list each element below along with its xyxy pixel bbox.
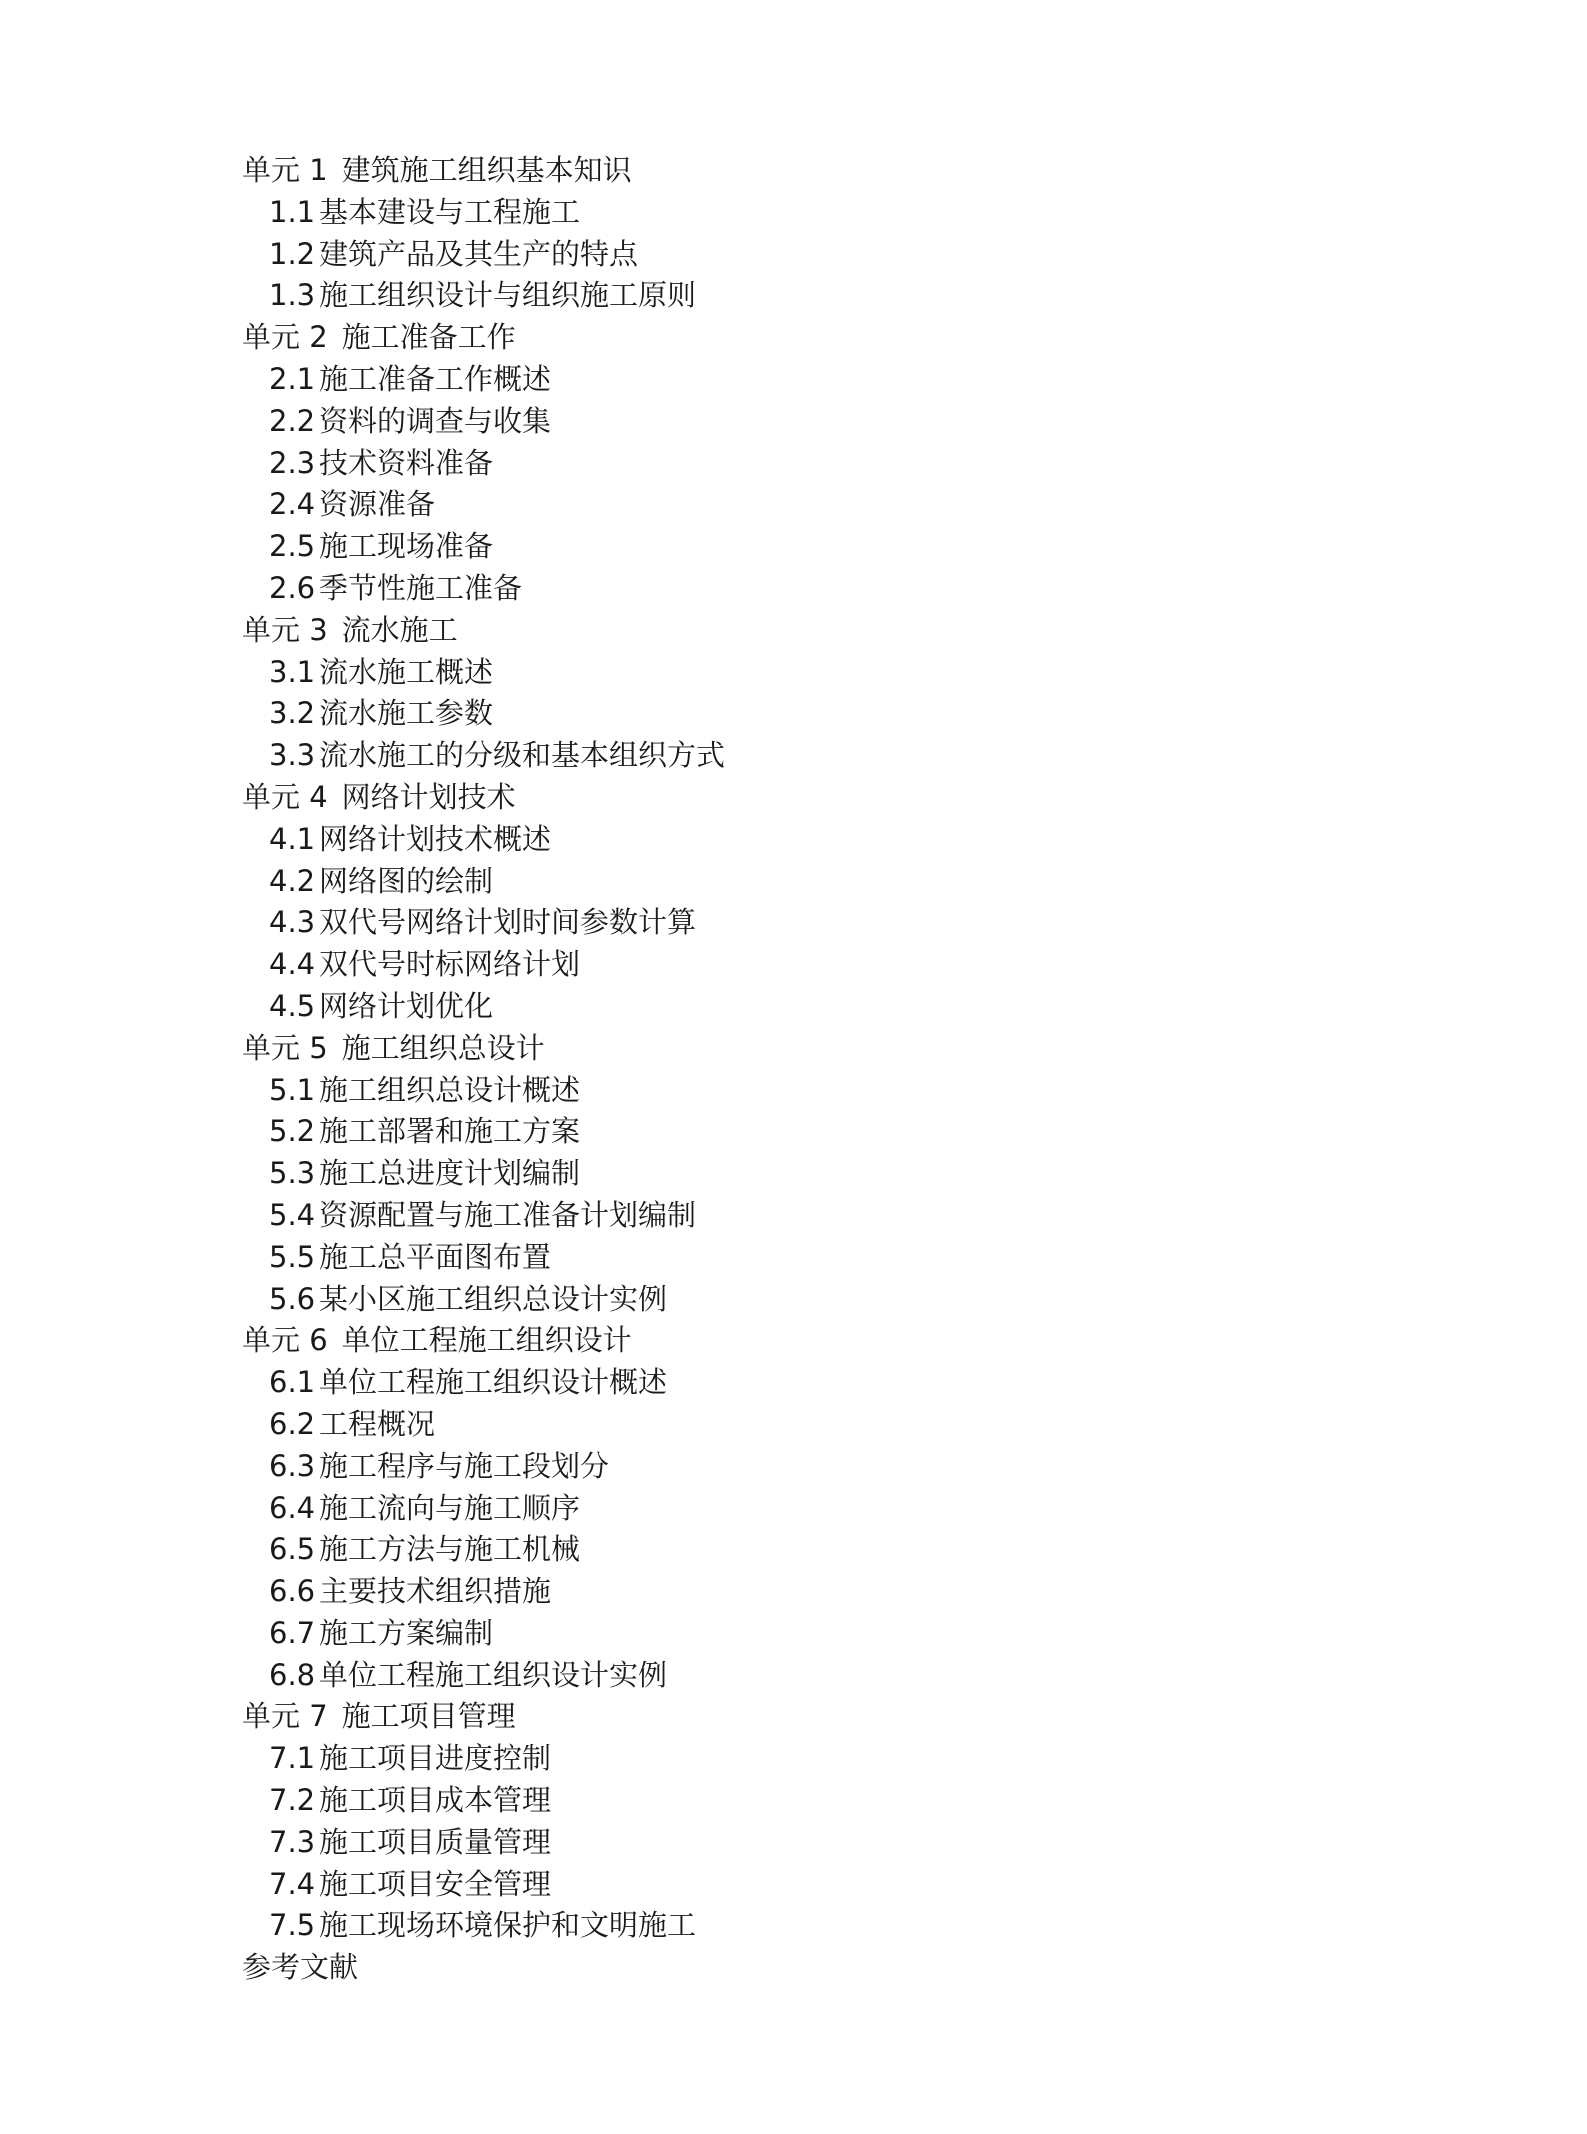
section-2-3 <box>242 443 1442 485</box>
section-title: 施工准备工作概述 <box>319 361 552 396</box>
section-number: 5.4 <box>269 1197 316 1232</box>
section-2-1 <box>242 359 1442 401</box>
section-number: 1.2 <box>269 236 316 271</box>
section-number: 7.4 <box>269 1866 316 1901</box>
section-number: 2.2 <box>269 403 316 438</box>
section-number: 4.2 <box>269 863 316 898</box>
references-heading: 参考文献 <box>242 1950 359 1985</box>
section-4-5 <box>242 986 1442 1028</box>
section-number: 2.6 <box>269 570 316 605</box>
unit-title: 施工准备工作 <box>341 320 516 355</box>
section-title: 单位工程施工组织设计概述 <box>319 1365 668 1400</box>
section-5-6 <box>242 1279 1442 1321</box>
section-4-1 <box>242 819 1442 861</box>
section-title: 工程概况 <box>319 1406 436 1441</box>
section-number: 3.2 <box>269 696 316 731</box>
section-title: 网络图的绘制 <box>319 863 494 898</box>
section-6-4 <box>242 1488 1442 1530</box>
section-title: 流水施工参数 <box>319 696 494 731</box>
unit-label: 单元 5 <box>242 1030 328 1065</box>
section-number: 5.6 <box>269 1281 316 1316</box>
section-title: 施工流向与施工顺序 <box>319 1490 581 1525</box>
section-6-5 <box>242 1529 1442 1571</box>
section-5-1 <box>242 1070 1442 1112</box>
section-title: 施工项目质量管理 <box>319 1824 552 1859</box>
section-2-4 <box>242 484 1442 526</box>
section-number: 6.1 <box>269 1365 316 1400</box>
section-number: 6.7 <box>269 1615 316 1650</box>
section-number: 3.3 <box>269 738 316 773</box>
section-2-6 <box>242 568 1442 610</box>
section-number: 6.6 <box>269 1574 316 1609</box>
section-title: 双代号时标网络计划 <box>319 947 581 982</box>
section-title: 资料的调查与收集 <box>319 403 552 438</box>
unit-7-heading <box>242 1696 1442 1738</box>
section-number: 7.2 <box>269 1783 316 1818</box>
section-number: 4.3 <box>269 905 316 940</box>
section-title: 流水施工概述 <box>319 654 494 689</box>
section-title: 施工总平面图布置 <box>319 1239 552 1274</box>
section-title: 施工总进度计划编制 <box>319 1156 581 1191</box>
section-title: 流水施工的分级和基本组织方式 <box>319 738 726 773</box>
unit-title: 建筑施工组织基本知识 <box>341 153 632 187</box>
section-title: 基本建设与工程施工 <box>319 194 581 229</box>
table-of-contents <box>242 150 1442 1989</box>
section-number: 2.1 <box>269 361 316 396</box>
unit-label: 单元 4 <box>242 779 328 814</box>
section-5-3 <box>242 1153 1442 1195</box>
section-number: 2.4 <box>269 487 316 522</box>
section-number: 6.2 <box>269 1406 316 1441</box>
section-title: 施工项目成本管理 <box>319 1783 552 1818</box>
section-number: 6.8 <box>269 1657 316 1692</box>
section-3-3 <box>242 735 1442 777</box>
section-title: 某小区施工组织总设计实例 <box>319 1281 668 1316</box>
section-title: 建筑产品及其生产的特点 <box>319 236 639 271</box>
unit-label: 单元 7 <box>242 1699 328 1734</box>
unit-title: 网络计划技术 <box>341 779 516 814</box>
section-3-2 <box>242 693 1442 735</box>
section-3-1 <box>242 652 1442 694</box>
section-number: 1.3 <box>269 278 316 313</box>
section-title: 双代号网络计划时间参数计算 <box>319 905 697 940</box>
section-7-4 <box>242 1864 1442 1906</box>
section-2-2 <box>242 401 1442 443</box>
section-6-8 <box>242 1655 1442 1697</box>
section-6-2 <box>242 1404 1442 1446</box>
section-5-5 <box>242 1237 1442 1279</box>
unit-2-heading <box>242 317 1442 359</box>
section-title: 施工组织设计与组织施工原则 <box>319 278 697 313</box>
unit-4-heading <box>242 777 1442 819</box>
section-title: 资源准备 <box>319 487 436 522</box>
unit-1-heading <box>242 150 1442 192</box>
section-number: 6.4 <box>269 1490 316 1525</box>
section-5-4 <box>242 1195 1442 1237</box>
section-7-5 <box>242 1905 1442 1947</box>
section-number: 4.4 <box>269 947 316 982</box>
unit-title: 施工项目管理 <box>341 1699 516 1734</box>
section-number: 5.3 <box>269 1156 316 1191</box>
section-number: 1.1 <box>269 194 316 229</box>
section-number: 5.5 <box>269 1239 316 1274</box>
section-number: 5.1 <box>269 1072 316 1107</box>
section-number: 7.5 <box>269 1908 316 1943</box>
section-6-6 <box>242 1571 1442 1613</box>
section-title: 单位工程施工组织设计实例 <box>319 1657 668 1692</box>
section-title: 施工组织总设计概述 <box>319 1072 581 1107</box>
section-7-1 <box>242 1738 1442 1780</box>
section-number: 7.1 <box>269 1741 316 1776</box>
section-title: 施工现场准备 <box>319 529 494 564</box>
section-number: 4.1 <box>269 821 316 856</box>
section-number: 6.5 <box>269 1532 316 1567</box>
section-title: 资源配置与施工准备计划编制 <box>319 1197 697 1232</box>
unit-label: 单元 1 <box>242 153 328 187</box>
section-title: 施工方法与施工机械 <box>319 1532 581 1567</box>
unit-label: 单元 2 <box>242 320 328 355</box>
unit-title: 流水施工 <box>341 612 458 647</box>
section-title: 施工部署和施工方案 <box>319 1114 581 1149</box>
section-number: 6.3 <box>269 1448 316 1483</box>
unit-label: 单元 6 <box>242 1323 328 1358</box>
section-7-3 <box>242 1822 1442 1864</box>
section-title: 技术资料准备 <box>319 445 494 480</box>
section-title: 施工方案编制 <box>319 1615 494 1650</box>
section-title: 施工现场环境保护和文明施工 <box>319 1908 697 1943</box>
section-2-5 <box>242 526 1442 568</box>
unit-label: 单元 3 <box>242 612 328 647</box>
section-7-2 <box>242 1780 1442 1822</box>
section-title: 网络计划优化 <box>319 988 494 1023</box>
section-4-4 <box>242 944 1442 986</box>
section-1-1 <box>242 192 1442 234</box>
section-number: 5.2 <box>269 1114 316 1149</box>
section-title: 网络计划技术概述 <box>319 821 552 856</box>
section-number: 4.5 <box>269 988 316 1023</box>
section-4-2 <box>242 861 1442 903</box>
section-number: 3.1 <box>269 654 316 689</box>
section-6-1 <box>242 1362 1442 1404</box>
section-1-3 <box>242 275 1442 317</box>
unit-3-heading <box>242 610 1442 652</box>
unit-6-heading <box>242 1320 1442 1362</box>
section-title: 季节性施工准备 <box>319 570 523 605</box>
section-6-7 <box>242 1613 1442 1655</box>
section-title: 施工项目安全管理 <box>319 1866 552 1901</box>
section-6-3 <box>242 1446 1442 1488</box>
unit-title: 施工组织总设计 <box>341 1030 545 1065</box>
section-number: 2.5 <box>269 529 316 564</box>
section-number: 2.3 <box>269 445 316 480</box>
section-title: 施工程序与施工段划分 <box>319 1448 610 1483</box>
section-title: 施工项目进度控制 <box>319 1741 552 1776</box>
section-number: 7.3 <box>269 1824 316 1859</box>
section-1-2 <box>242 234 1442 276</box>
section-title: 主要技术组织措施 <box>319 1574 552 1609</box>
unit-5-heading <box>242 1028 1442 1070</box>
section-5-2 <box>242 1111 1442 1153</box>
section-4-3 <box>242 902 1442 944</box>
unit-title: 单位工程施工组织设计 <box>341 1323 632 1358</box>
